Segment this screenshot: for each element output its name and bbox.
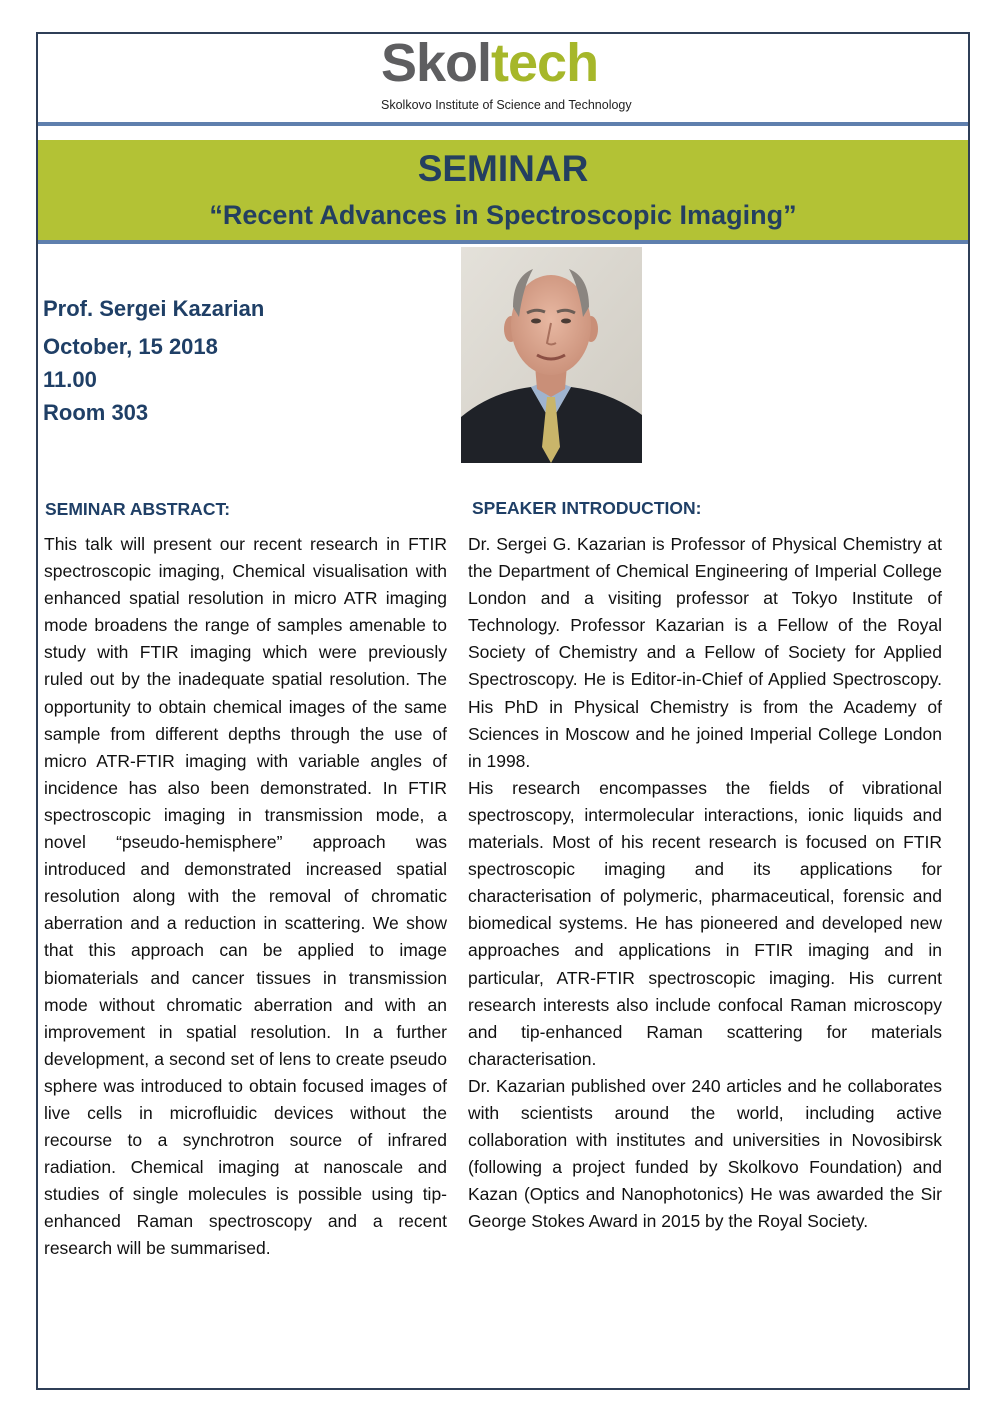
banner-title: SEMINAR <box>417 148 589 189</box>
speaker-intro-body <box>468 531 942 1235</box>
abstract-text: This talk will present our recent research in FTIR spectroscopic imaging, Chemical visualisation with enhanced spatial resolution in micro ATR imaging mode broadens the range of samples amenable to study with FTIR imaging which were previously ruled out by the inadequate spatial resolution. The opportunity to obtain chemical images of the same sample from different depths through the use of micro ATR-FTIR imaging with variable angles of incidence has also been demonstrated. In FTIR spectroscopic imaging in transmission mode, a novel “pseudo-hemisphere” approach was introduced and demonstrated increased spatial resolution along with the removal of chromatic aberration and a reduction in scattering. We show that this approach can be applied to image biomaterials and cancer tissues in transmission mode without chromatic aberration and with an improvement in spatial resolution. In a further development, a second set of lens to create pseudo sphere was introduced to obtain focused images of live cells in microfluidic devices without the recourse to a synchrotron source of infrared radiation. Chemical imaging at nanoscale and studies of single molecules is possible using tip-enhanced Raman spectroscopy and a recent research will be summarised. <box>44 534 447 1259</box>
speaker-intro-para-1: Dr. Sergei G. Kazarian is Professor of Physical Chemistry at the Department of Chemical Engineering of Imperial College London and a visiting professor at Tokyo Institute of Technology. Professor Kazarian is a Fellow of the Royal Society of Chemistry and a Fellow of Society for Applied Spectroscopy. He is Editor-in-Chief of Applied Spectroscopy. His PhD in Physical Chemistry is from the Academy of Sciences in Moscow and he joined Imperial College London in 1998. <box>468 534 942 771</box>
seminar-title: “Recent Advances in Spectroscopic Imaging” <box>209 200 797 230</box>
logo-word-tech: tech <box>491 33 599 93</box>
event-time: 11.00 <box>43 367 97 392</box>
speaker-photo <box>461 247 642 463</box>
abstract-body <box>44 531 447 1263</box>
skoltech-logo <box>38 34 968 122</box>
speaker-portrait <box>461 247 642 463</box>
speaker-intro-heading: SPEAKER INTRODUCTION: <box>472 498 702 518</box>
event-room: Room 303 <box>43 400 149 425</box>
abstract-heading: SEMINAR ABSTRACT: <box>45 499 231 519</box>
speaker-name: Prof. Sergei Kazarian <box>43 296 265 321</box>
banner-divider <box>38 240 968 244</box>
poster-frame <box>36 32 970 1390</box>
logo-wordmark <box>381 34 598 92</box>
logo-word-skol: Skol <box>381 33 492 93</box>
event-date: October, 15 2018 <box>43 334 218 359</box>
speaker-intro-para-3: Dr. Kazarian published over 240 articles and he collaborates with scientists around the world, including active collaboration with institutes and universities in Novosibirsk (following a project funded by Skolkovo Foundation) and Kazan (Optics and Nanophotonics) He was awarded the Sir George Stokes Award in 2015 by the Royal Society. <box>468 1075 942 1232</box>
top-divider <box>38 122 968 126</box>
seminar-banner <box>38 140 968 240</box>
speaker-intro-para-2: His research encompasses the fields of vibrational spectroscopy, intermolecular interactions, ionic liquids and materials. Most of his recent research is focused on FTIR spectroscopic imaging and its applications for characterisation of polymeric, pharmaceutical, forensic and biomedical systems. He has pioneered and developed new approaches and applications in FTIR imaging and in particular, ATR-FTIR spectroscopic imaging. His current research interests also include confocal Raman microscopy and tip-enhanced Raman scattering for materials characterisation. <box>468 777 942 1069</box>
logo-subtitle: Skolkovo Institute of Science and Technology <box>381 98 632 112</box>
